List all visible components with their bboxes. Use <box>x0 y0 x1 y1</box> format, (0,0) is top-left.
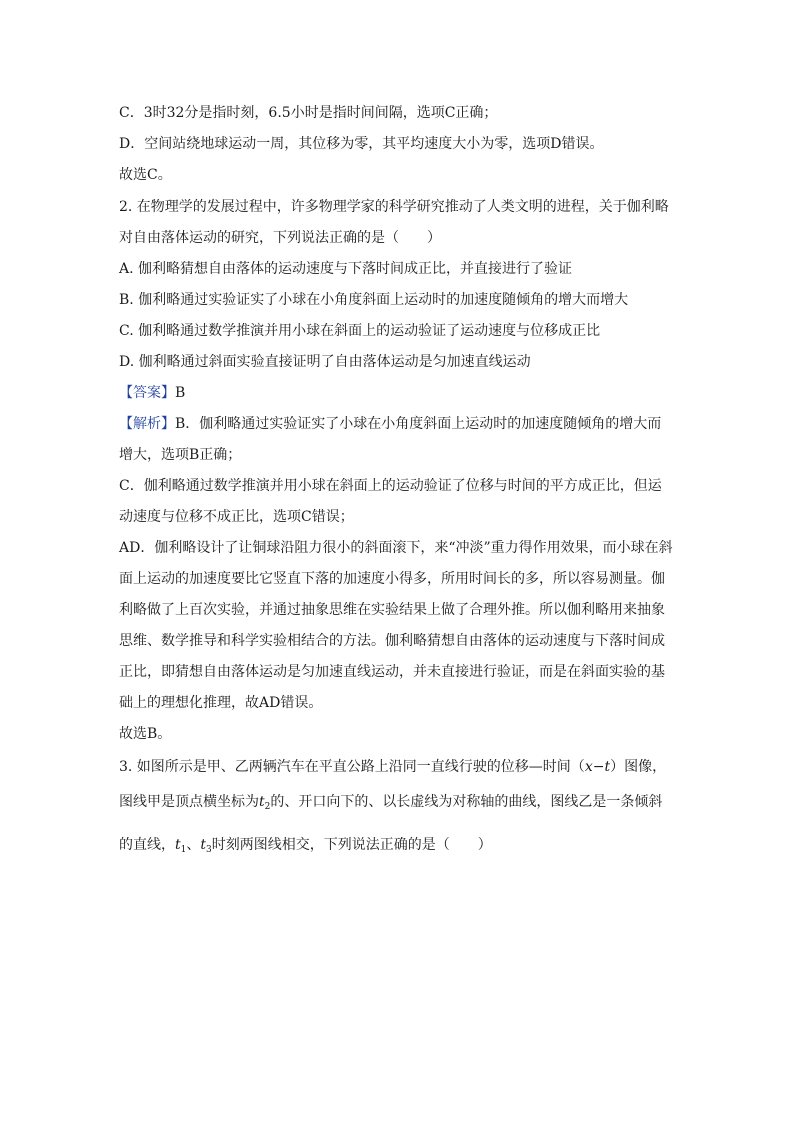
q3-text-part: 图线甲是顶点横坐标为 <box>119 794 259 810</box>
analysis-line-1 <box>119 414 679 434</box>
analysis-tag: 【解析】 <box>119 416 175 432</box>
analysis-line-4: 动速度与位移不成正比，选项C错误； <box>119 509 354 525</box>
analysis-line-3: C．伽利略通过数学推演并用小球在斜面上的运动验证了位移与时间的平方成正比，但运 <box>119 478 662 494</box>
analysis-line-10: 础上的理想化推理，故AD错误。 <box>119 695 323 711</box>
analysis-line-9: 正比，即猜想自由落体运动是匀加速直线运动，并未直接进行验证，而是在斜面实验的基 <box>119 664 665 680</box>
math-t1: t <box>175 837 181 853</box>
analysis-line-7: 利略做了上百次实验，并通过抽象思维在实验结果上做了合理外推。所以伽利略用来抽象 <box>119 602 665 618</box>
question-2-option-b: B. 伽利略通过实验证实了小球在小角度斜面上运动时的加速度随倾角的增大而增大 <box>119 292 629 308</box>
math-minus: − <box>592 759 605 775</box>
answer-value: B <box>175 385 186 401</box>
analysis-line-2: 增大，选项B正确； <box>119 447 242 463</box>
q3-text-part: 、 <box>186 837 201 853</box>
analysis-line-6: 面上运动的加速度要比它竖直下落的加速度小得多，所用时间长的多，所以容易测量。伽 <box>119 571 665 587</box>
q3-text-part: ）图像， <box>610 759 667 775</box>
q3-text-part: 3. 如图所示是甲、乙两辆汽车在平直公路上沿同一直线行驶的位移—时间（ <box>119 759 585 775</box>
answer-line <box>119 383 679 403</box>
math-t2: t <box>259 794 265 810</box>
analysis-line-8: 思维、数学推导和科学实验相结合的方法。伽利略猜想自由落体的运动速度与下落时间成 <box>119 633 665 649</box>
math-x: x <box>584 759 593 775</box>
question-2-option-a: A. 伽利略猜想自由落体的运动速度与下落时间成正比，并直接进行了验证 <box>119 261 573 277</box>
text-line-option-d-explanation: D．空间站绕地球运动一周，其位移为零，其平均速度大小为零，选项D错误。 <box>119 136 604 152</box>
analysis-text: B．伽利略通过实验证实了小球在小角度斜面上运动时的加速度随倾角的增大而 <box>175 416 662 432</box>
q3-text-part: 的直线， <box>119 837 175 853</box>
text-line-option-c-explanation: C．3时32分是指时刻，6.5小时是指时间间隔，选项C正确； <box>119 105 498 121</box>
question-3-stem-line-1 <box>119 757 679 777</box>
math-subscript: 3 <box>206 845 212 855</box>
question-3-stem-line-2 <box>119 792 679 812</box>
q3-text-part: 的、开口向下的、以长虚线为对称轴的曲线，图线乙是一条倾斜 <box>270 794 663 810</box>
question-3-stem-line-3 <box>119 835 679 855</box>
text-line-choose-c: 故选C。 <box>119 167 172 183</box>
math-subscript: 1 <box>180 845 187 855</box>
question-2-option-d: D. 伽利略通过斜面实验直接证明了自由落体运动是匀加速直线运动 <box>119 354 531 370</box>
analysis-line-5: AD．伽利略设计了让铜球沿阻力很小的斜面滚下，来“冲淡”重力得作用效果，而小球在斜 <box>119 540 673 556</box>
q3-text-part: 时刻两图线相交，下列说法正确的是（ ） <box>211 837 492 853</box>
math-t3: t <box>200 837 207 853</box>
answer-tag: 【答案】 <box>119 385 175 401</box>
question-2-stem-line-2: 对自由落体运动的研究，下列说法正确的是（ ） <box>119 230 441 246</box>
text-line-choose-b: 故选B。 <box>119 726 172 742</box>
question-2-stem-line-1: 2. 在物理学的发展过程中，许多物理学家的科学研究推动了人类文明的进程，关于伽利略 <box>119 199 669 215</box>
question-2-option-c: C. 伽利略通过数学推演并用小球在斜面上的运动验证了运动速度与位移成正比 <box>119 323 601 339</box>
math-subscript: 2 <box>264 802 271 812</box>
math-t: t <box>604 759 611 775</box>
